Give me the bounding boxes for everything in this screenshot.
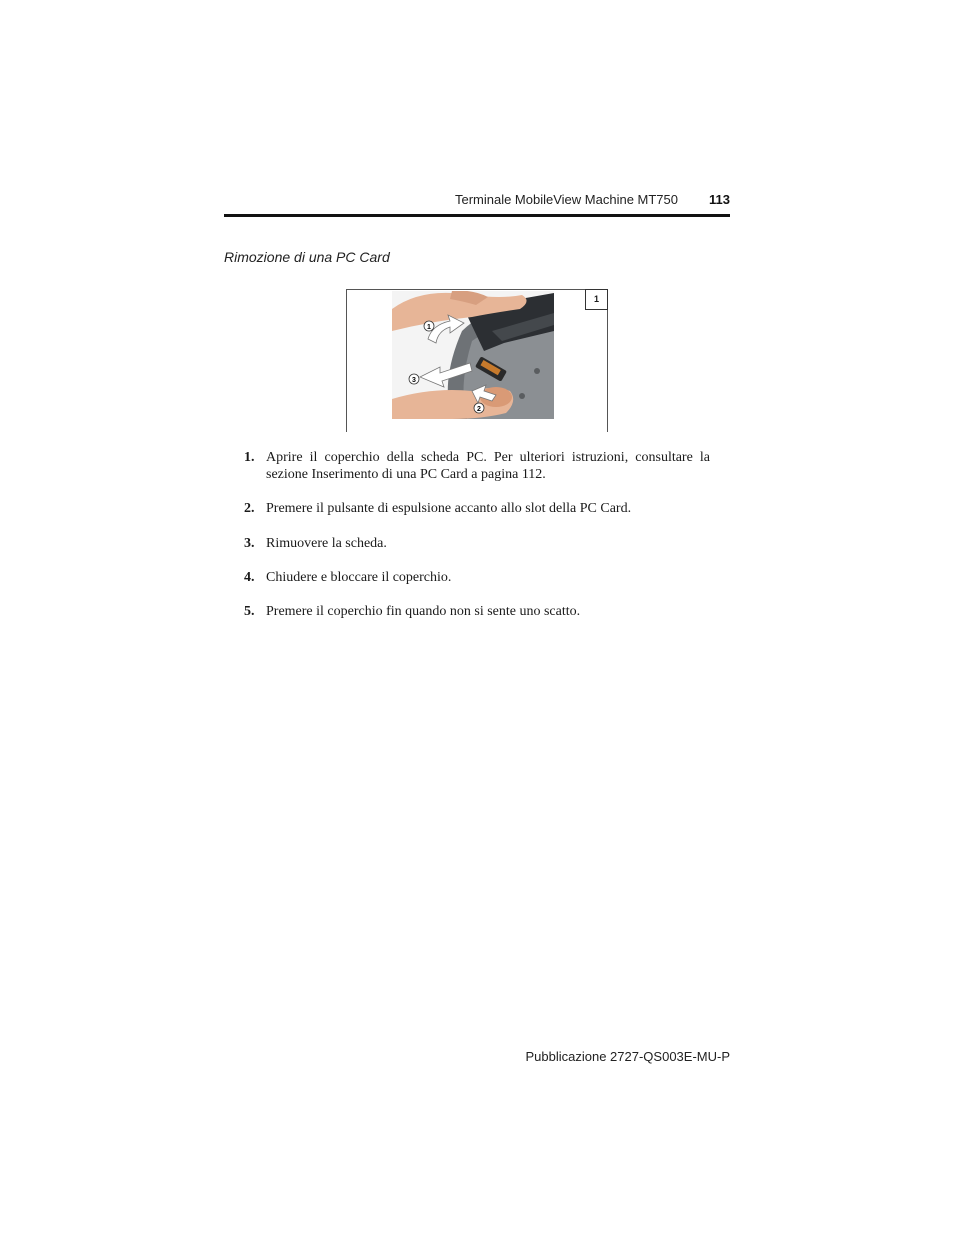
step-item bbox=[240, 535, 710, 552]
step-text: Chiudere e bloccare il coperchio. bbox=[266, 570, 452, 585]
header-rule bbox=[224, 214, 730, 217]
step-text: Rimuovere la scheda. bbox=[266, 536, 387, 551]
figure-tag: 1 bbox=[585, 289, 608, 310]
step-item bbox=[240, 603, 710, 620]
step-number: 2. bbox=[244, 501, 255, 516]
callout-3: 3 bbox=[412, 377, 416, 384]
step-item bbox=[240, 500, 710, 517]
step-text: Aprire il coperchio della scheda PC. Per ulteriori istruzioni, consultare la sezione Inserimento di una PC Card a pagina 112. bbox=[266, 450, 710, 482]
step-number: 5. bbox=[244, 604, 255, 619]
step-number: 4. bbox=[244, 570, 255, 585]
step-text: Premere il coperchio fin quando non si sente uno scatto. bbox=[266, 604, 581, 619]
step-list bbox=[240, 449, 710, 620]
publication-footer: Pubblicazione 2727-QS003E-MU-P bbox=[525, 1049, 730, 1064]
step-number: 1. bbox=[244, 450, 255, 465]
step-item bbox=[240, 449, 710, 483]
pc-card-removal-photo bbox=[392, 291, 554, 419]
page-number: 113 bbox=[709, 192, 730, 207]
callout-2: 2 bbox=[477, 406, 481, 413]
running-header-title: Terminale MobileView Machine MT750 bbox=[454, 192, 678, 207]
figure-caption: Rimozione di una PC Card bbox=[224, 249, 390, 265]
step-text: Premere il pulsante di espulsione accanto allo slot della PC Card. bbox=[266, 501, 632, 516]
step-item bbox=[240, 569, 710, 586]
step-number: 3. bbox=[244, 536, 255, 551]
callout-1: 1 bbox=[427, 324, 431, 331]
